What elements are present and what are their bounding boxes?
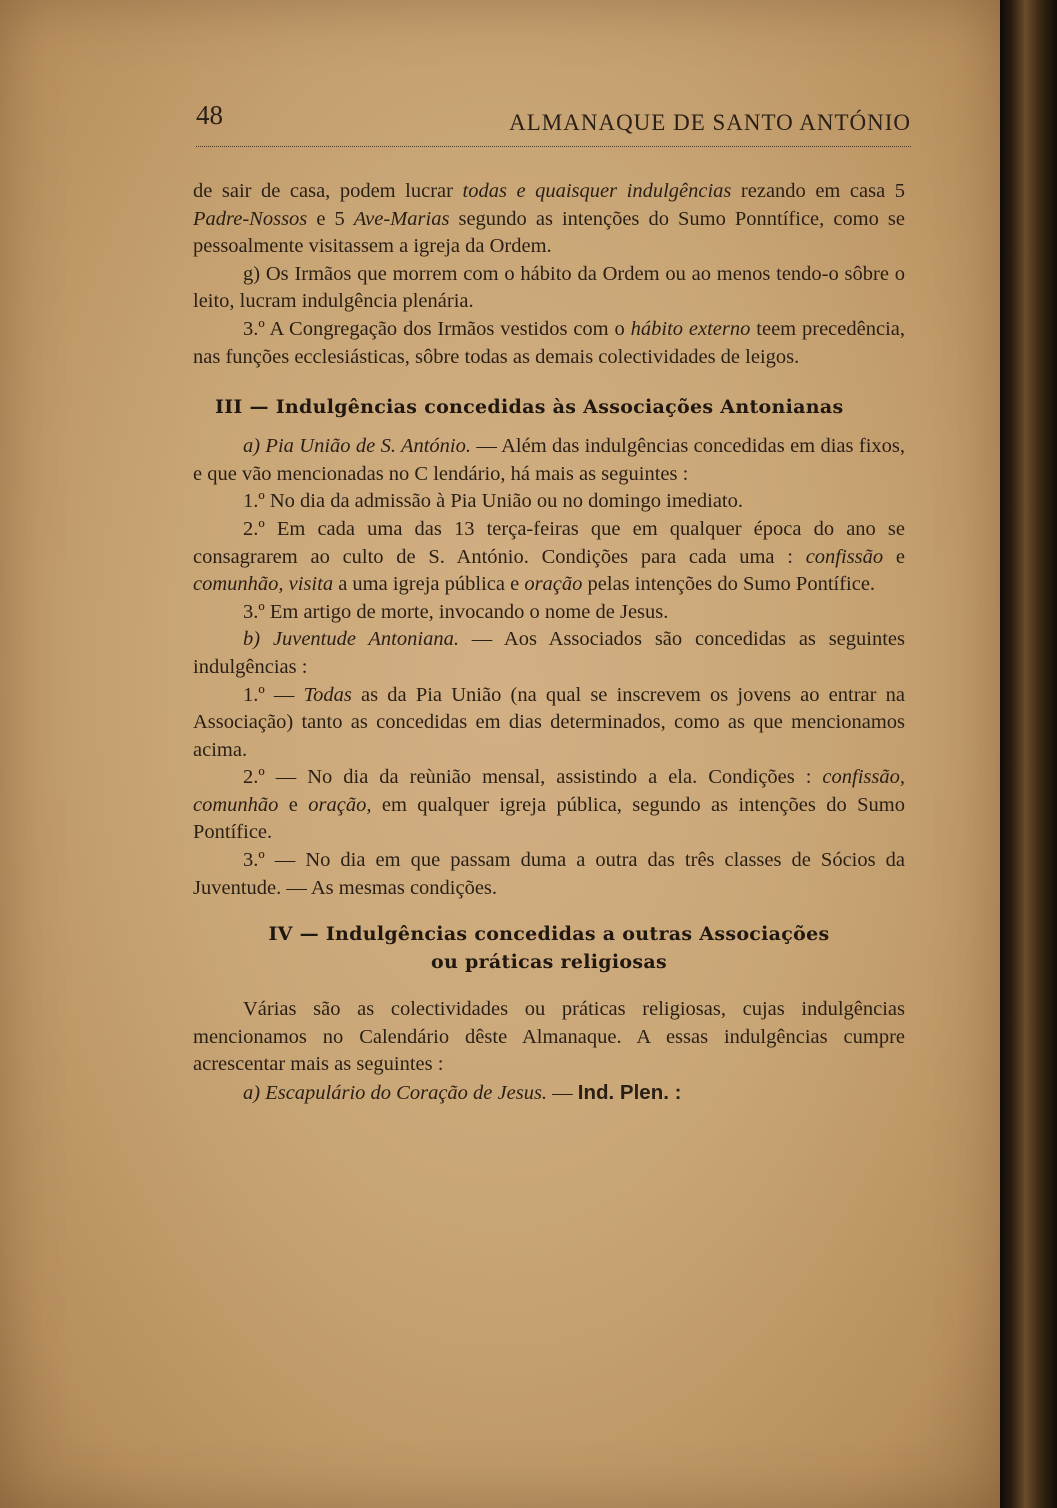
paragraph-continuation: de sair de casa, podem lucrar todas e quaisquer indulgências rezando em casa 5 Padre-Nossos e 5 Ave-Marias segundo as intenções do Sumo Ponntífice, como se pessoalmente visitassem a igreja da Ordem. [193,180,905,258]
paragraph-juventude-3: 3.º — No dia em que passam duma a outra das três classes de Sócios da Juventude. — As mesmas condições. [193,849,905,899]
page-number: 48 [196,100,223,130]
spacer [193,371,905,393]
paragraph-juventude-2: 2.º — No dia da reùnião mensal, assistindo a ela. Condições : confissão, comunhão e oração, em qualquer igreja pública, segundo as intenções do Sumo Pontífice. [193,766,905,844]
spacer [193,902,905,920]
paragraph-escapulario: a) Escapulário do Coração de Jesus. — Ind. Plen. : [243,1081,682,1105]
section-heading-iv: IV — Indulgências concedidas a outras Associações ou práticas religiosas [268,923,830,974]
paragraph-item-g: g) Os Irmãos que morrem com o hábito da Ordem ou ao menos tendo-o sôbre o leito, lucram indulgência plenária. [193,262,905,313]
page-body [193,178,905,1108]
paragraph-item-3: 3.º A Congregação dos Irmãos vestidos com o hábito externo teem precedência, nas funções ecclesiásticas, sôbre todas as demais colectividades de leigos. [193,317,905,368]
paragraph-juventude: b) Juventude Antoniana. — Aos Associados são concedidas as seguintes indulgências : [193,628,905,678]
running-head [196,100,911,147]
section-heading-iii: III — Indulgências concedidas às Associações Antonianas [215,396,844,419]
book-spine-edge [1000,0,1057,1508]
running-title: ALMANAQUE DE SANTO ANTÓNIO [509,110,911,135]
paragraph-item-2: 2.º Em cada uma das 13 terça-feiras que em qualquer época do ano se consagrarem ao culto de S. António. Condições para cada uma : confissão e comunhão, visita a uma igreja pública e oração pelas intenções do Sumo Pontífice. [193,517,906,596]
paragraph-juventude-1: 1.º — Todas as da Pia União (na qual se inscrevem os jovens ao entrar na Associação) tanto as concedidas em dias determinados, como as que mencionamos acima. [193,683,905,761]
paragraph-item-1: 1.º No dia da admissão à Pia União ou no domingo imediato. [243,490,743,513]
paragraph-varias: Várias são as colectividades ou práticas religiosas, cujas indulgências mencionamos no Calendário dêste Almanaque. A essas indulgências cumpre acrescentar mais as seguintes : [193,998,905,1076]
paragraph-item-3b: 3.º Em artigo de morte, invocando o nome de Jesus. [243,600,669,623]
paragraph-pia-uniao: a) Pia União de S. António. — Além das indulgências concedidas em dias fixos, e que vão mencionadas no C lendário, há mais as seguintes : [193,435,905,485]
